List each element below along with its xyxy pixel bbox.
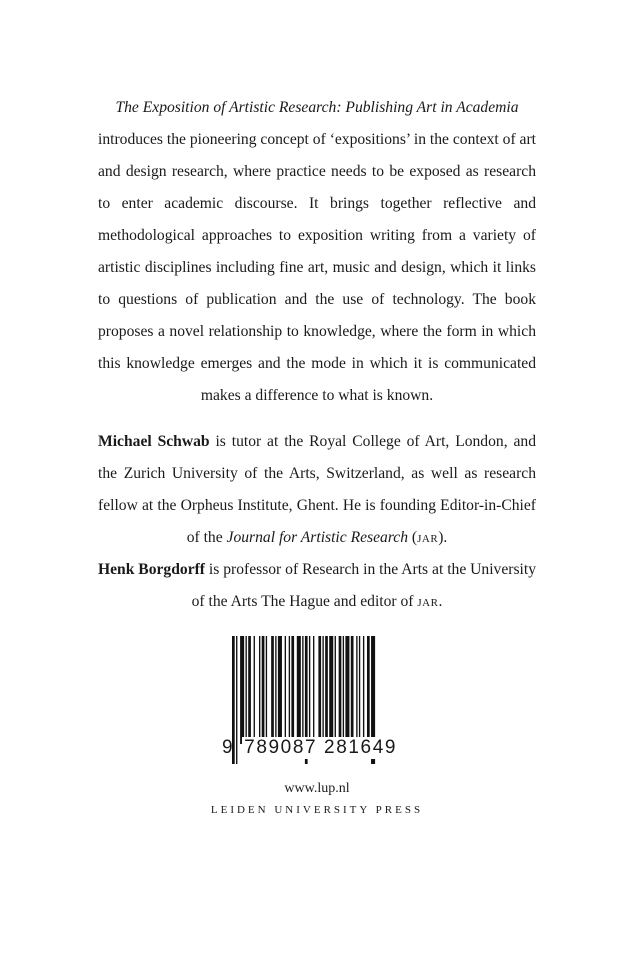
publisher-name: LEIDEN UNIVERSITY PRESS [210,804,424,816]
barcode-bar [329,636,333,744]
barcode-bar [275,636,276,744]
author-name: Michael Schwab [98,433,210,450]
blurb-body: introduces the pioneering concept of ‘expositions’ in the context of art and design research, where practice needs to be exposed as research to enter academic discourse. It brings together reflective and methodological approaches to exposition writing from a variety of artistic disciplines including fine art, music and design, which it links to questions of publication and the use of technology. The book proposes a novel relationship to knowledge, where the form in which this knowledge emerges and the mode in which it is communicated makes a difference to what is known. [98,131,536,404]
publisher-url: www.lup.nl [284,781,350,796]
barcode-bar [322,636,323,744]
bio-text: is tutor at the Royal College of Art, London, and the Zurich University of the Arts, Switzerland, as well as research fellow at the Orpheus Institute, Ghent. He is founding Editor-in-Chief of the [98,433,536,546]
back-cover-blurb [98,92,536,412]
bio-michael-schwab [98,426,536,554]
barcode-bar [262,636,265,744]
barcode-bar [289,636,290,744]
isbn-first-digit: 9 [222,737,235,758]
barcode-bar [351,636,354,744]
barcode-bar [278,636,282,744]
barcode-bar [313,636,314,744]
author-name: Henk Borgdorff [98,561,205,578]
barcode-bar [240,636,244,744]
barcode-bar [297,636,301,744]
author-bios [98,426,536,618]
abbr-open: ( [408,529,418,546]
barcode-bar [325,636,328,744]
barcode-bar [271,636,274,744]
book-title: The Exposition of Artistic Research: Publishing Art in Academia [115,99,519,116]
barcode-bar [335,636,336,744]
bio-henk-borgdorff [98,554,536,618]
bio-text: is professor of Research in the Arts at the University of the Arts The Hague and editor of [191,561,536,610]
barcode-bar [285,636,286,744]
barcode-bar [266,636,267,744]
journal-title: Journal for Artistic Research [226,529,409,546]
barcode-bar [345,636,349,744]
barcode-bar [309,636,310,744]
barcode-bar [343,636,344,744]
bio-text-end: ). [438,529,448,546]
journal-abbr: jar [417,529,439,546]
barcode-bar [359,636,360,744]
barcode-bar [363,636,364,744]
barcode-bar [318,636,321,744]
barcode-bar [254,636,255,744]
barcode-bar [367,636,370,744]
barcode-bar [291,636,294,744]
barcode-bar [248,636,251,744]
barcode-bar [259,636,260,744]
isbn-number [222,737,432,759]
journal-abbr: jar [417,593,439,610]
barcode-bar [356,636,357,744]
barcode-bar [339,636,342,744]
barcode-bar [246,636,247,744]
bio-text-end: . [438,593,443,610]
isbn-digits: 789087 281649 [244,737,398,758]
barcode-bar [302,636,303,744]
